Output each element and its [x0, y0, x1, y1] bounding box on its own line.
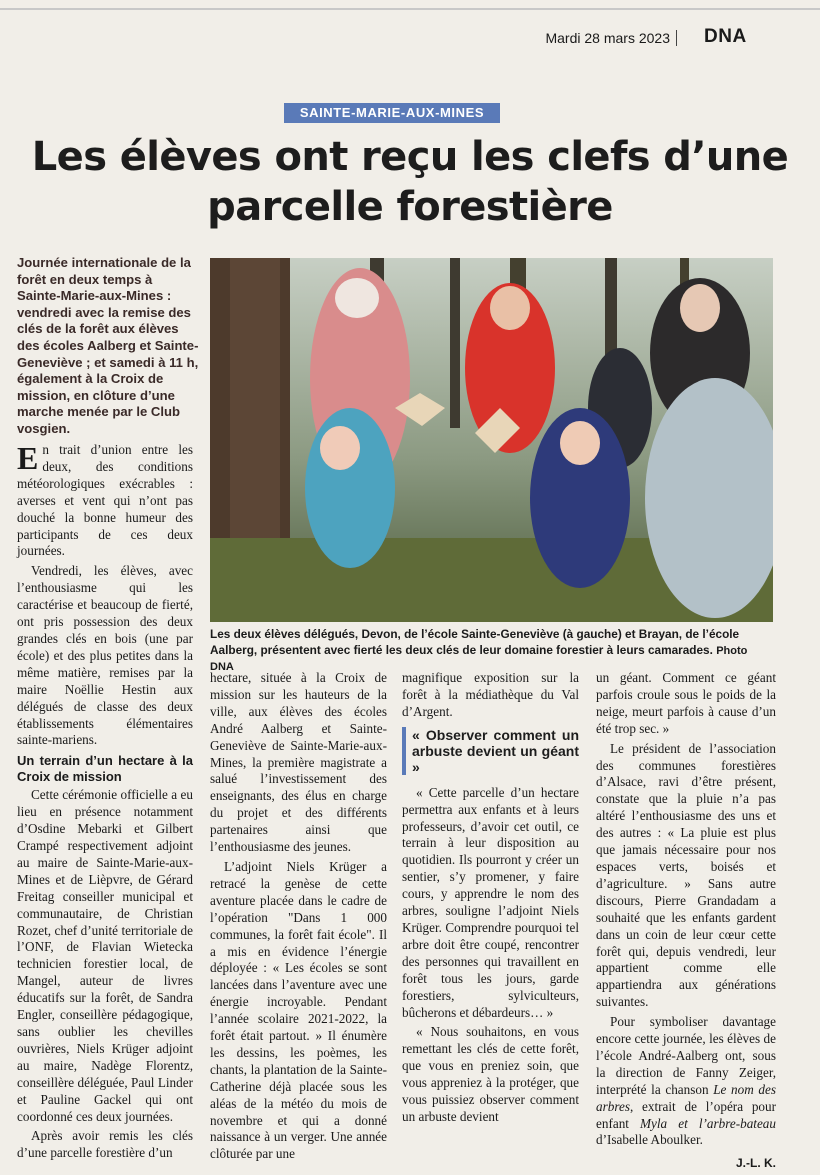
text-run: d’Isabelle Aboulker. [596, 1132, 703, 1148]
top-rule [0, 8, 820, 10]
header-separator [676, 30, 677, 46]
text-run: , extrait de l’opéra pour enfant [596, 1098, 776, 1131]
paragraph: Cette cérémonie officielle a eu lieu en présence notamment d’Osdine Mebarki et Gilbert Crampé respectivement adjoint au maire de Sainte-Marie-aux-Mines et de Lièpvre, de Gérard Freitag conseiller municipal et communautaire, de Christian Rozet, chef d’unité territoriale de l’ONF, de Flavian Wietecka technicien forestier local, de Mangel, auteur de livres éducatifs sur la forêt, de Sandra Engler, conseillère pédagogique, sans oublier les chevilles ouvrières, Niels Krüger adjoint au maire, Nadège Florentz, conseillère déléguée, Paul Linder et Pauline Gackel qui ont coordonné ces deux journées. [17, 787, 193, 1124]
article-lede: Journée internationale de la forêt en deux temps à Sainte-Marie-aux-Mines : vendredi avec la remise des clés de la forêt aux élèves des écoles Aalberg et Sainte-Geneviève ; et samedi à 11 h, également à la Croix de mission, en clôture d’une marche menée par le Club vosgien. [17, 255, 199, 436]
paragraph: L’adjoint Niels Krüger a retracé la genèse de cette aventure placée dans le cadre de l’opération "Dans 1 000 communes, la forêt fait école". Il a mis en évidence l’énergie déployée : « Les écoles se sont lancées dans l’aventure avec une énergie incroyable. Pendant l’année scolaire 2021-2022, la forêt était partout. » Il énumère les dessins, les poèmes, les chants, la plantation de la Sainte-Catherine déjà placée sous les aléas de la météo du mois de novembre et qui a donné naissance à un verger. Une année clôturée par une [210, 858, 387, 1162]
pull-quote-heading: « Observer comment un arbuste devient un géant » [402, 727, 579, 775]
article-column-1 [17, 442, 193, 1165]
paragraph: magnifique exposition sur la forêt à la médiathèque du Val d’Argent. [402, 670, 579, 719]
paragraph: En trait d’union entre les deux, des conditions météorologiques exécrables : averses et vent qui n’ont pas douché la bonne humeur des participants de ces deux journées. [17, 440, 193, 559]
article-column-2 [210, 670, 387, 1166]
caption-text: Les deux élèves délégués, Devon, de l’école Sainte-Geneviève (à gauche) et Brayan, de l’école Aalberg, présentent avec fierté les deux clés de leur domaine forestier à leurs camarades. [210, 627, 740, 657]
article-headline: Les élèves ont reçu les clefs d’une parcelle forestière [31, 134, 789, 230]
issue-date: Mardi 28 mars 2023 [545, 30, 670, 46]
paragraph: « Nous souhaitons, en vous remettant les clés de cette forêt, que vous en preniez soin, que vous appreniez à la protéger, que vous puissiez observer comment un arbuste devient [402, 1024, 579, 1124]
paragraph: un géant. Comment ce géant parfois croule sous le poids de la neige, meurt parfois à cause d’un été trop sec. » [596, 670, 776, 736]
paragraph: « Cette parcelle d’un hectare permettra aux enfants et à leurs professeurs, d’avoir cet outil, ce terrain à leur disposition au quotidien. Ils pourront y créer un sentier, s’y promener, y faire cours, y apprendre le nom des arbres, souligne l’adjoint Niels Krüger. Comprendre pourquoi tel arbre doit être coupé, rencontrer des personnes qui travaillent en forêt tous les jours, garde forestiers, sylviculteurs, bûcherons et débardeurs… » [402, 784, 579, 1020]
opera-title: Myla et l’arbre-bateau [640, 1115, 776, 1131]
newspaper-logo: DNA [704, 26, 747, 47]
photo-caption [210, 627, 773, 676]
paragraph: Le président de l’association des communes forestières d’Alsace, ravi d’être présent, constate que la pluie n’a pas altéré l’enthousiasme des uns et des autres : « La pluie est plus que jamais nécessaire pour nos espaces verts, boisés et d’agriculture. » Sans autre discours, Pierre Grandadam a souhaité que les enfants gardent dans un coin de leur cœur cette forêt qui, depuis vendredi, leur appartient comme elle appartiendra aux générations suivantes. [596, 740, 776, 1010]
text-run: Pour symboliser davantage encore cette journée, les élèves de l’école André-Aalberg ont, sous la direction de Fanny Zeiger, interprété la chanson [596, 1014, 776, 1097]
paragraph: Après avoir remis les clés d’une parcelle forestière d’un [17, 1128, 193, 1161]
section-kicker: SAINTE-MARIE-AUX-MINES [284, 103, 500, 123]
paragraph [596, 1014, 776, 1149]
subheading: Un terrain d’un hectare à la Croix de mission [17, 753, 193, 784]
article-column-4 [596, 670, 776, 1175]
song-title: Le nom des arbres [596, 1081, 776, 1114]
author-signature: J.-L. K. [735, 1156, 776, 1171]
article-column-3 [402, 670, 579, 1129]
article-photo [210, 258, 773, 622]
photo-credit: Photo DNA [210, 644, 748, 673]
paragraph: hectare, située à la Croix de mission sur les hauteurs de la ville, aux élèves des écoles André Aalberg et Sainte-Geneviève de Sainte-Marie-aux-Mines, la première magistrate a salué l’investissement des enseignants, des élus en charge du projet et des différents partenaires ainsi que l’enthousiasme des jeunes. [210, 670, 387, 855]
forest-ceremony-photo [210, 258, 773, 622]
paragraph: Vendredi, les élèves, avec l’enthousiasme qui les caractérise et beaucoup de fierté, ont pris possession des deux grandes clés en bois (une par école) et des plus petites dans la même matière, remises par la maire Noëllie Hestin aux délégués de classe des deux établissements élémentaires sainte-mariens. [17, 563, 193, 748]
